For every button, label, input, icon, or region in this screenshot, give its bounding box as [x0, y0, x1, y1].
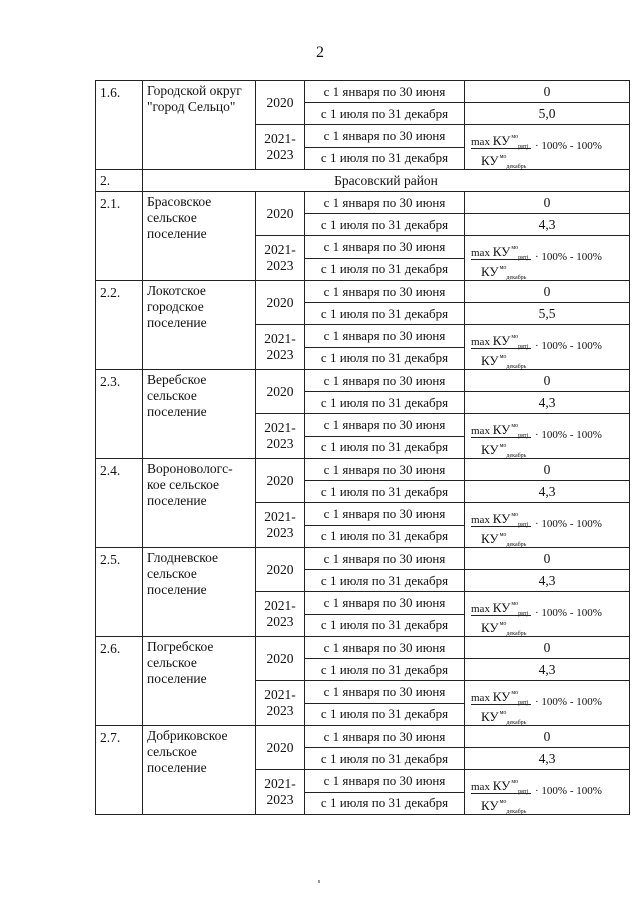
ku-formula: [465, 503, 629, 547]
period-cell: с 1 июля по 31 декабря: [305, 258, 465, 281]
formula-den-sub: декабрь: [506, 364, 527, 370]
scan-mark: [318, 880, 320, 883]
formula-cell: [465, 592, 630, 637]
period-cell: с 1 июля по 31 декабря: [305, 525, 465, 548]
value-cell: 4,3: [465, 214, 630, 236]
formula-num-sub: рятj: [518, 789, 529, 795]
formula-max: max: [471, 692, 490, 704]
table-row: [96, 192, 630, 214]
period-cell: с 1 июля по 31 декабря: [305, 103, 465, 125]
formula-denominator: [481, 149, 526, 175]
value-cell: 0: [465, 637, 630, 659]
period-cell: с 1 июля по 31 декабря: [305, 748, 465, 770]
formula-ku: КУ: [492, 511, 511, 526]
formula-max: max: [471, 247, 490, 259]
formula-tail: · 100% - 100%: [535, 518, 602, 530]
table-row: [96, 548, 630, 570]
formula-num-sub: рятj: [518, 611, 529, 617]
period-cell: с 1 июля по 31 декабря: [305, 570, 465, 592]
row-number: 2.7.: [96, 726, 143, 815]
period-cell: с 1 января по 30 июня: [305, 503, 465, 526]
municipality-name: Добриковское сельское поселение: [143, 726, 256, 815]
formula-den-sub: декабрь: [506, 631, 527, 637]
tariff-table: [95, 80, 630, 815]
municipality-name: Глодневское сельское поселение: [143, 548, 256, 637]
formula-ku-den: КУ: [481, 709, 499, 724]
value-cell: 4,3: [465, 659, 630, 681]
formula-num-sup: мо: [511, 779, 519, 785]
period-cell: с 1 января по 30 июня: [305, 548, 465, 570]
formula-num-sup: мо: [511, 334, 519, 340]
table-row: [96, 459, 630, 481]
formula-den-sup: мо: [499, 799, 507, 805]
value-cell: 0: [465, 370, 630, 392]
ku-formula: [465, 592, 629, 636]
formula-max: max: [471, 603, 490, 615]
municipality-name: Брасовское сельское поселение: [143, 192, 256, 281]
value-cell: 0: [465, 81, 630, 103]
formula-denominator: [481, 349, 526, 375]
ku-formula: [465, 414, 629, 458]
value-cell: 4,3: [465, 748, 630, 770]
period-cell: с 1 января по 30 июня: [305, 370, 465, 392]
page-number: 2: [316, 44, 324, 61]
row-number: 2.5.: [96, 548, 143, 637]
period-cell: с 1 июля по 31 декабря: [305, 303, 465, 325]
period-cell: с 1 января по 30 июня: [305, 770, 465, 793]
ku-formula: [465, 125, 629, 169]
period-cell: с 1 июля по 31 декабря: [305, 392, 465, 414]
row-number: 2.3.: [96, 370, 143, 459]
formula-tail: · 100% - 100%: [535, 429, 602, 441]
formula-num-sup: мо: [511, 245, 519, 251]
formula-cell: [465, 125, 630, 170]
formula-den-sup: мо: [499, 265, 507, 271]
formula-max: max: [471, 425, 490, 437]
formula-ku: КУ: [492, 133, 511, 148]
formula-ku: КУ: [492, 244, 511, 259]
period-cell: с 1 января по 30 июня: [305, 192, 465, 214]
formula-cell: [465, 236, 630, 281]
period-cell: с 1 июля по 31 декабря: [305, 614, 465, 637]
formula-ku-den: КУ: [481, 264, 499, 279]
formula-tail: · 100% - 100%: [535, 340, 602, 352]
value-cell: 5,0: [465, 103, 630, 125]
formula-ku: КУ: [492, 600, 511, 615]
year-cell: 2020: [256, 81, 305, 125]
year-range-cell: 2021- 2023: [256, 236, 305, 281]
period-cell: с 1 января по 30 июня: [305, 81, 465, 103]
formula-den-sup: мо: [499, 621, 507, 627]
year-range-cell: 2021- 2023: [256, 503, 305, 548]
table-row: [96, 281, 630, 303]
ku-formula: [465, 325, 629, 369]
value-cell: 4,3: [465, 481, 630, 503]
formula-tail: · 100% - 100%: [535, 696, 602, 708]
formula-tail: · 100% - 100%: [535, 251, 602, 263]
value-cell: 4,3: [465, 570, 630, 592]
formula-ku: КУ: [492, 422, 511, 437]
formula-ku-den: КУ: [481, 531, 499, 546]
formula-den-sup: мо: [499, 532, 507, 538]
formula-cell: [465, 681, 630, 726]
formula-num-sub: рятj: [518, 344, 529, 350]
ku-formula: [465, 236, 629, 280]
year-range-cell: 2021- 2023: [256, 770, 305, 815]
formula-tail: · 100% - 100%: [535, 607, 602, 619]
formula-den-sup: мо: [499, 443, 507, 449]
period-cell: с 1 января по 30 июня: [305, 125, 465, 148]
year-cell: 2020: [256, 370, 305, 414]
formula-cell: [465, 325, 630, 370]
formula-tail: · 100% - 100%: [535, 140, 602, 152]
ku-formula: [465, 681, 629, 725]
formula-max: max: [471, 136, 490, 148]
formula-denominator: [481, 438, 526, 464]
formula-cell: [465, 503, 630, 548]
year-range-cell: 2021- 2023: [256, 325, 305, 370]
formula-ku-den: КУ: [481, 353, 499, 368]
period-cell: с 1 июля по 31 декабря: [305, 147, 465, 170]
formula-num-sup: мо: [511, 423, 519, 429]
year-cell: 2020: [256, 281, 305, 325]
year-range-cell: 2021- 2023: [256, 125, 305, 170]
year-cell: 2020: [256, 548, 305, 592]
municipality-name: Локотское городское поселение: [143, 281, 256, 370]
formula-cell: [465, 770, 630, 815]
formula-num-sup: мо: [511, 601, 519, 607]
municipality-name: Погребское сельское поселение: [143, 637, 256, 726]
formula-ku-den: КУ: [481, 153, 499, 168]
period-cell: с 1 июля по 31 декабря: [305, 347, 465, 370]
formula-den-sub: декабрь: [506, 275, 527, 281]
formula-denominator: [481, 794, 526, 820]
period-cell: с 1 июля по 31 декабря: [305, 792, 465, 815]
region-name: Брасовский район: [143, 170, 630, 192]
formula-den-sub: декабрь: [506, 542, 527, 548]
formula-max: max: [471, 336, 490, 348]
formula-num-sub: рятj: [518, 700, 529, 706]
period-cell: с 1 января по 30 июня: [305, 637, 465, 659]
value-cell: 0: [465, 726, 630, 748]
formula-num-sub: рятj: [518, 144, 529, 150]
period-cell: с 1 января по 30 июня: [305, 325, 465, 348]
period-cell: с 1 июля по 31 декабря: [305, 436, 465, 459]
period-cell: с 1 июля по 31 декабря: [305, 659, 465, 681]
formula-den-sub: декабрь: [506, 164, 527, 170]
formula-denominator: [481, 527, 526, 553]
value-cell: 5,5: [465, 303, 630, 325]
formula-num-sup: мо: [511, 512, 519, 518]
year-cell: 2020: [256, 459, 305, 503]
formula-denominator: [481, 260, 526, 286]
table-row: [96, 81, 630, 103]
year-cell: 2020: [256, 726, 305, 770]
period-cell: с 1 января по 30 июня: [305, 459, 465, 481]
table-row: [96, 370, 630, 392]
formula-den-sub: декабрь: [506, 720, 527, 726]
value-cell: 0: [465, 192, 630, 214]
formula-den-sup: мо: [499, 354, 507, 360]
value-cell: 0: [465, 281, 630, 303]
table-row: [96, 637, 630, 659]
formula-den-sup: мо: [499, 154, 507, 160]
formula-max: max: [471, 514, 490, 526]
year-range-cell: 2021- 2023: [256, 592, 305, 637]
municipality-name: Городской округ "город Сельцо": [143, 81, 256, 170]
formula-den-sub: декабрь: [506, 809, 527, 815]
formula-num-sub: рятj: [518, 255, 529, 261]
period-cell: с 1 января по 30 июня: [305, 281, 465, 303]
formula-den-sup: мо: [499, 710, 507, 716]
formula-denominator: [481, 705, 526, 731]
table-row: [96, 726, 630, 748]
row-number: 1.6.: [96, 81, 143, 170]
region-row: [96, 170, 630, 192]
formula-ku: КУ: [492, 689, 511, 704]
formula-ku: КУ: [492, 778, 511, 793]
row-number: 2.4.: [96, 459, 143, 548]
formula-cell: [465, 414, 630, 459]
formula-denominator: [481, 616, 526, 642]
period-cell: с 1 января по 30 июня: [305, 236, 465, 259]
municipality-name: Веребское сельское поселение: [143, 370, 256, 459]
municipality-name: Вороновологс-кое сельское поселение: [143, 459, 256, 548]
period-cell: с 1 января по 30 июня: [305, 681, 465, 704]
period-cell: с 1 января по 30 июня: [305, 726, 465, 748]
year-cell: 2020: [256, 637, 305, 681]
region-number: 2.: [96, 170, 143, 192]
value-cell: 0: [465, 459, 630, 481]
row-number: 2.2.: [96, 281, 143, 370]
formula-num-sub: рятj: [518, 433, 529, 439]
ku-formula: [465, 770, 629, 814]
formula-den-sub: декабрь: [506, 453, 527, 459]
year-cell: 2020: [256, 192, 305, 236]
formula-num-sup: мо: [511, 134, 519, 140]
formula-max: max: [471, 781, 490, 793]
formula-num-sup: мо: [511, 690, 519, 696]
year-range-cell: 2021- 2023: [256, 414, 305, 459]
row-number: 2.1.: [96, 192, 143, 281]
value-cell: 0: [465, 548, 630, 570]
value-cell: 4,3: [465, 392, 630, 414]
row-number: 2.6.: [96, 637, 143, 726]
year-range-cell: 2021- 2023: [256, 681, 305, 726]
period-cell: с 1 января по 30 июня: [305, 592, 465, 615]
period-cell: с 1 июля по 31 декабря: [305, 703, 465, 726]
formula-num-sub: рятj: [518, 522, 529, 528]
formula-ku-den: КУ: [481, 620, 499, 635]
formula-ku: КУ: [492, 333, 511, 348]
period-cell: с 1 января по 30 июня: [305, 414, 465, 437]
formula-ku-den: КУ: [481, 442, 499, 457]
formula-tail: · 100% - 100%: [535, 785, 602, 797]
period-cell: с 1 июля по 31 декабря: [305, 214, 465, 236]
formula-ku-den: КУ: [481, 798, 499, 813]
period-cell: с 1 июля по 31 декабря: [305, 481, 465, 503]
